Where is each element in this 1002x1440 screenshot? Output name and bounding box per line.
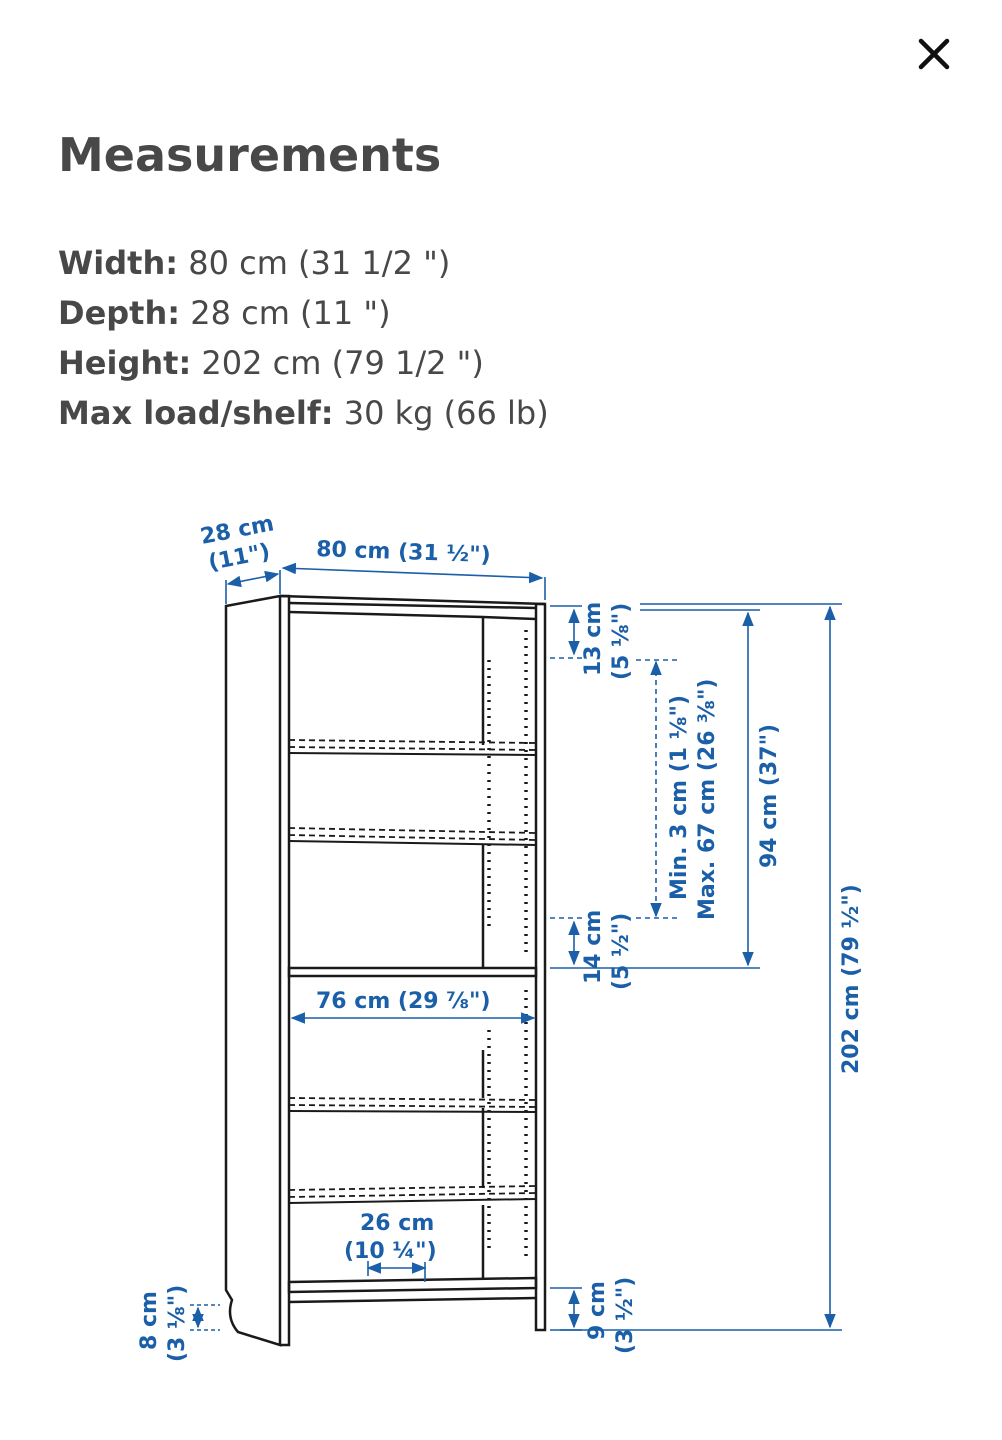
spec-height [58,338,549,388]
mid-gap-label-cm: 14 cm [581,909,606,984]
spec-label: Width: [58,244,179,282]
width-label: 80 cm (31 ½") [315,537,492,569]
spec-label: Max load/shelf: [58,394,334,432]
plinth-left-label-cm: 8 cm [137,1291,162,1350]
spec-value: 28 cm (11 ") [190,294,391,332]
inner-depth-label-cm: 26 cm [360,1211,435,1236]
adjust-min-label: Min. 3 cm (1 ⅛") [667,694,692,900]
plinth-left-label-in: (3 ⅛") [165,1284,190,1362]
adjust-max-label: Max. 67 cm (26 ⅜") [695,678,720,920]
inner-width-label: 76 cm (29 ⅞") [316,989,491,1014]
plinth-right-label-in: (3 ½") [613,1276,638,1354]
total-height-label: 202 cm (79 ½") [839,884,864,1074]
depth-label-in: (11") [206,539,273,576]
plinth-right-label-cm: 9 cm [585,1281,610,1340]
spec-value: 30 kg (66 lb) [343,394,549,432]
page-title: Measurements [58,128,442,182]
spec-value: 80 cm (31 1/2 ") [188,244,451,282]
spec-label: Height: [58,344,192,382]
close-button[interactable] [908,28,960,80]
upper-height-label: 94 cm (37") [757,723,782,868]
bookcase-dimension-diagram [0,470,1002,1430]
spec-max-load [58,388,549,438]
spec-value: 202 cm (79 1/2 ") [201,344,484,382]
close-icon [917,37,951,71]
top-gap-label-in: (5 ⅛") [609,602,634,680]
spec-list [58,238,549,438]
spec-depth [58,288,549,338]
spec-label: Depth: [58,294,181,332]
depth-label-cm: 28 cm [198,511,277,550]
top-gap-label-cm: 13 cm [581,601,606,676]
inner-depth-label-in: (10 ¼") [344,1239,437,1264]
spec-width [58,238,549,288]
mid-gap-label-in: (5 ½") [609,912,634,990]
